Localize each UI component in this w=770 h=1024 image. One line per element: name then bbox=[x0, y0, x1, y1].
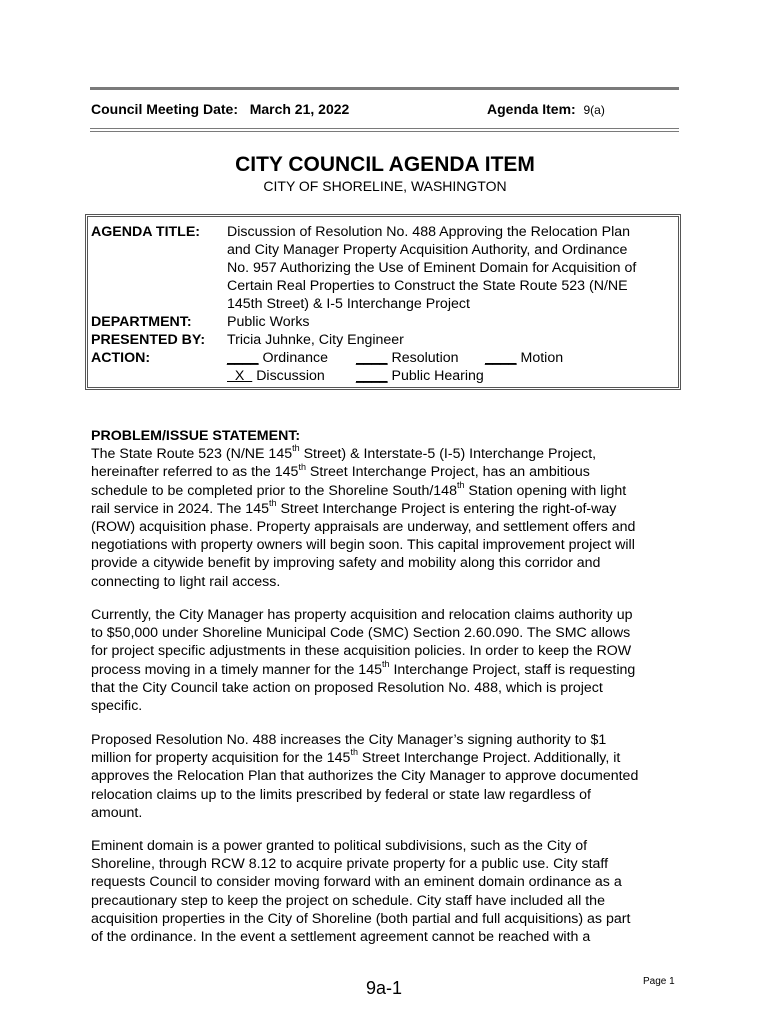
agenda-item-number: 9(a) bbox=[583, 103, 605, 117]
paragraph-2: Currently, the City Manager has property acquisition and relocation claims authority up to $50,000 under Shoreline Municipal Code (SMC) Section 2.60.090. The SMC allows for project specific adjustments in these acquisition policies. In order to keep the ROW process moving in a timely manner for the 145th Interchange Project, staff is requesting that the City Council take action on proposed Resolution No. 488, which is project specific. bbox=[91, 607, 636, 715]
problem-statement-heading: PROBLEM/ISSUE STATEMENT: bbox=[91, 428, 301, 444]
discussion-mark: X bbox=[227, 368, 253, 384]
page-number: Page 1 bbox=[643, 976, 675, 987]
meeting-date: March 21, 2022 bbox=[249, 101, 350, 117]
agenda-title-line-3: No. 957 Authorizing the Use of Eminent Domain for Acquisition of bbox=[227, 260, 637, 276]
header-top-rule bbox=[90, 87, 679, 90]
action-motion bbox=[485, 350, 563, 366]
paragraph-4: Eminent domain is a power granted to political subdivisions, such as the City of Shoreline, through RCW 8.12 to acquire private property for a public use. City staff requests Council to consider moving forward with an eminent domain ordinance as a precautionary step to keep the project on schedule. City staff have included all the acquisition properties in the City of Shoreline (both partial and full acquisitions) as part of the ordinance. In the event a settlement agreement cannot be reached with a bbox=[91, 838, 631, 946]
paragraph-1: The State Route 523 (N/NE 145th Street) & Interstate-5 (I-5) Interchange Project, hereinafter referred to as the 145th Street Interchange Project, has an ambitious schedule to be completed prior to the Shoreline South/148th Station opening with light rail service in 2024. The 145th Street Interchange Project is entering the right-of-way (ROW) acquisition phase. Property appraisals are underway, and settlement offers and negotiations with property owners will begin soon. This capital improvement project will provide a citywide benefit by improving safety and mobility along this corridor and connecting to light rail access. bbox=[91, 443, 636, 590]
motion-text: Motion bbox=[520, 350, 564, 366]
header-bottom-rule bbox=[90, 128, 679, 129]
department-label: DEPARTMENT: bbox=[91, 314, 192, 330]
action-label: ACTION: bbox=[91, 350, 151, 366]
agenda-title-line-1: Discussion of Resolution No. 488 Approving the Relocation Plan bbox=[227, 224, 631, 240]
resolution-blank: ____ bbox=[356, 350, 388, 366]
action-ordinance bbox=[227, 350, 328, 366]
ordinance-blank: ____ bbox=[227, 350, 259, 366]
agenda-item-line bbox=[487, 101, 605, 117]
public-hearing-text: Public Hearing bbox=[391, 368, 484, 384]
action-resolution bbox=[356, 350, 459, 366]
page-subtitle: CITY OF SHORELINE, WASHINGTON bbox=[263, 178, 507, 194]
resolution-text: Resolution bbox=[391, 350, 459, 366]
problem-statement-section bbox=[91, 427, 681, 591]
action-public-hearing bbox=[356, 368, 484, 384]
presented-by-value: Tricia Juhnke, City Engineer bbox=[227, 332, 404, 348]
agenda-title-line-4: Certain Real Properties to Construct the State Route 523 (N/NE bbox=[227, 278, 628, 294]
agenda-item-label: Agenda Item: bbox=[487, 101, 576, 117]
department-value: Public Works bbox=[227, 314, 310, 330]
motion-blank: ____ bbox=[485, 350, 517, 366]
agenda-title-label: AGENDA TITLE: bbox=[91, 224, 201, 240]
agenda-title-line-2: and City Manager Property Acquisition Authority, and Ordinance bbox=[227, 242, 628, 258]
paragraph-3: Proposed Resolution No. 488 increases the City Manager’s signing authority to $1 million for property acquisition for the 145th Street Interchange Project. Additionally, it approves the Relocation Plan that authorizes the City Manager to approve documented relocation claims up to the limits prescribed by federal or state law regardless of amount. bbox=[91, 732, 639, 821]
ordinance-text: Ordinance bbox=[262, 350, 328, 366]
header-bottom-rule-2 bbox=[90, 131, 679, 132]
document-id: 9a-1 bbox=[366, 978, 403, 998]
meeting-date-line bbox=[91, 101, 349, 117]
public-hearing-blank: ____ bbox=[356, 368, 388, 384]
agenda-title-line-5: 145th Street) & I-5 Interchange Project bbox=[227, 296, 470, 312]
presented-by-label: PRESENTED BY: bbox=[91, 332, 206, 348]
meeting-date-label: Council Meeting Date: bbox=[91, 101, 239, 117]
page-title: CITY COUNCIL AGENDA ITEM bbox=[235, 153, 535, 176]
action-discussion bbox=[227, 368, 325, 384]
discussion-text: Discussion bbox=[256, 368, 325, 384]
